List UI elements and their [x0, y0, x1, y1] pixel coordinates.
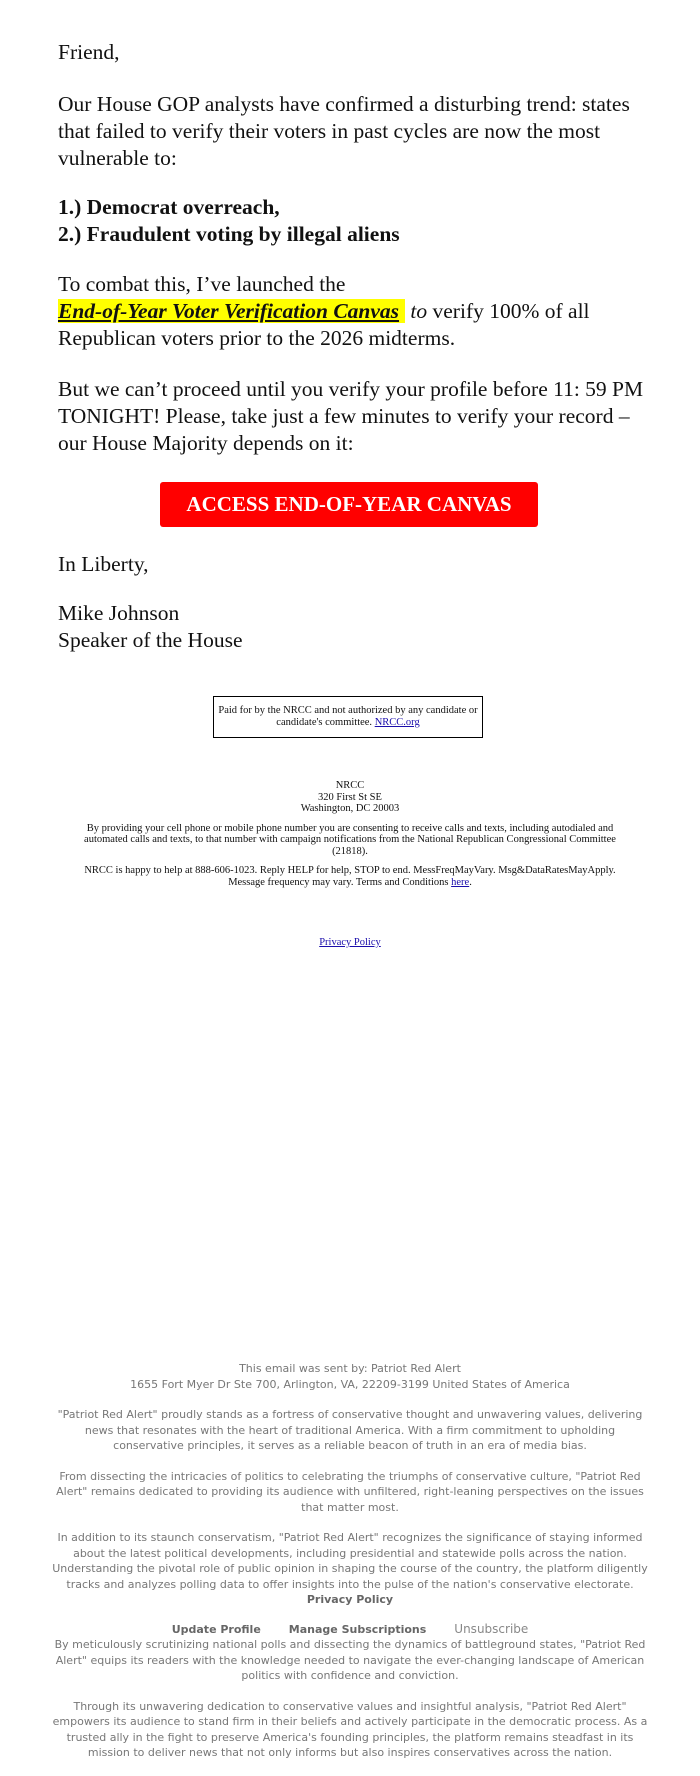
greeting-text: Friend,	[58, 40, 120, 64]
nrcc-link[interactable]: NRCC.org	[374, 717, 420, 728]
paragraph-intro	[58, 91, 648, 172]
canvas-link[interactable]: End-of-Year Voter Verification Canvas	[58, 299, 405, 323]
signature	[58, 600, 648, 654]
email-footer	[50, 1361, 650, 1776]
footer-paragraph: By meticulously scrutinizing national polls and dissecting the dynamics of battleground states, "Patriot Red Alert" equips its readers with the knowledge needed to navigate the ever-changing landscape of American politics with confidence and conviction.	[54, 1638, 646, 1682]
greeting	[58, 39, 648, 66]
sms-help-text: NRCC is happy to help at 888-606-1023. Reply HELP for help, STOP to end. MessFreqMayVary. Msg&DataRatesMayApply. Message frequency may vary. Terms and Conditions	[84, 865, 616, 888]
closing-text: In Liberty,	[58, 552, 149, 576]
update-profile-link[interactable]: Update Profile	[171, 1622, 261, 1636]
list-item: 2.) Fraudulent voting by illegal aliens	[58, 222, 400, 246]
nrcc-address1: 320 First St SE	[318, 791, 382, 803]
signer-name: Mike Johnson	[58, 601, 180, 625]
to-text: to	[410, 299, 428, 323]
access-canvas-button[interactable]: ACCESS END-OF-YEAR CANVAS	[160, 482, 538, 527]
intro-text: Our House GOP analysts have confirmed a disturbing trend: states that failed to verify their voters in past cycles are now the most vulnerable to:	[58, 92, 630, 170]
footer-privacy-link[interactable]: Privacy Policy	[306, 1593, 394, 1606]
paragraph-canvas	[58, 271, 648, 352]
paid-for-disclaimer	[213, 696, 483, 738]
closing	[58, 551, 648, 578]
canvas-after-text: verify 100% of all Republican voters prior to the 2026 midterms.	[58, 299, 590, 350]
disclaimer-text: Paid for by the NRCC and not authorized by any candidate or candidate's committee.	[218, 704, 478, 728]
canvas-intro-text: To combat this, I’ve launched the	[58, 272, 346, 296]
threat-list	[58, 194, 648, 248]
footer-paragraph: Through its unwavering dedication to conservative values and insightful analysis, "Patriot Red Alert" empowers its audience to stand firm in their beliefs and actively participate in the democratic process. As a trusted ally in the fight to preserve America's founding principles, the platform remains steadfast in its mission to deliver news that not only informs but also inspires conservatives across the nation.	[52, 1699, 648, 1759]
sms-consent-text: By providing your cell phone or mobile phone number you are consenting to receive calls and texts, including autodialed and automated calls and texts, to that number with campaign notifications from the National Republican Congressional Committee (21818).	[84, 822, 616, 857]
signer-title: Speaker of the House	[58, 628, 243, 652]
nrcc-address2: Washington, DC 20003	[300, 803, 400, 814]
sent-by-text: This email was sent by: Patriot Red Alert	[239, 1362, 461, 1375]
sender-address: 1655 Fort Myer Dr Ste 700, Arlington, VA, 22209-3199 United States of America	[130, 1377, 570, 1391]
unsubscribe-link[interactable]: Unsubscribe	[454, 1621, 529, 1636]
manage-subscriptions-link[interactable]: Manage Subscriptions	[288, 1622, 427, 1636]
footer-paragraph: In addition to its staunch conservatism, "Patriot Red Alert" recognizes the significance of staying informed about the latest political developments, including presidential and statewide polls across the nation. Understanding the pivotal role of public opinion in shaping the course of the country, the platform diligently tracks and analyzes polling data to offer insights into the pulse of the nation's conservative electorate.	[52, 1531, 648, 1591]
nrcc-privacy-link[interactable]: Privacy Policy	[319, 937, 381, 948]
terms-link[interactable]: here	[451, 876, 470, 888]
nrcc-name: NRCC	[335, 780, 365, 791]
footer-paragraph: "Patriot Red Alert" proudly stands as a fortress of conservative thought and unwavering values, delivering news that resonates with the heart of traditional America. With a firm commitment to upholding conservative principles, it serves as a reliable beacon of truth in an era of media bias.	[57, 1408, 643, 1452]
list-item: 1.) Democrat overreach,	[58, 195, 280, 219]
nrcc-info: NRCC 320 First St SE Washington, DC 20003 By providing your cell phone or mobile phone number you are consenting to receive calls and texts, including autodialed and automated calls and texts, to that number with campaign notifications from the National Republican Congressional Committee (21818). NRCC is happy to help at 888-606-1023. Reply HELP for help, STOP to end. MessFreqMayVary. Msg&DataRatesMayApply. Message frequency may vary. Terms and Conditions here.	[80, 780, 620, 896]
deadline-text: But we can’t proceed until you verify your profile before 11: 59 PM TONIGHT! Please, take just a few minutes to verify your record – our House Majority depends on it:	[58, 377, 644, 455]
nrcc-privacy	[80, 937, 620, 949]
footer-paragraph: From dissecting the intricacies of politics to celebrating the triumphs of conservative culture, "Patriot Red Alert" remains dedicated to providing its audience with unfiltered, right-leaning perspectives on the issues that matter most.	[56, 1469, 644, 1514]
paragraph-deadline	[58, 376, 648, 457]
